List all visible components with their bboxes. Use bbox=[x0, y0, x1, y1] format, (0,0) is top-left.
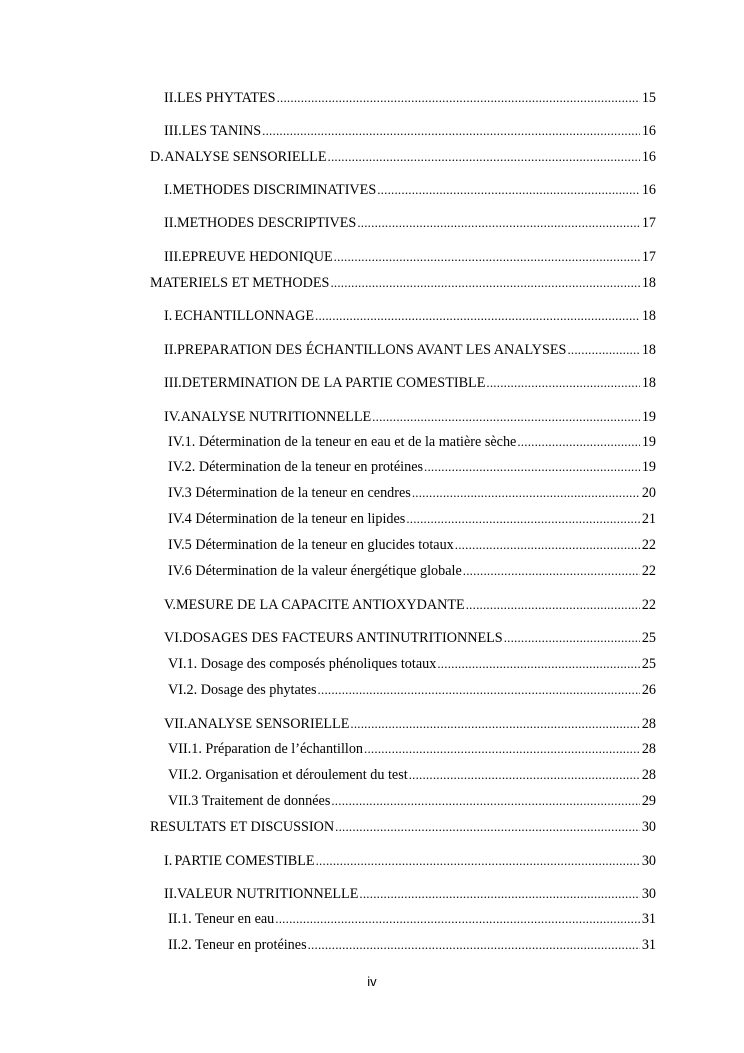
toc-entry-title: ECHANTILLONNAGE bbox=[174, 308, 314, 324]
toc-entry-title: VI.1. Dosage des composés phénoliques totaux bbox=[168, 656, 437, 672]
toc-entry-page: 31 bbox=[641, 937, 656, 953]
toc-entry-title: VII.2. Organisation et déroulement du test bbox=[168, 767, 408, 783]
toc-entry-page: 29 bbox=[641, 793, 656, 809]
toc-dot-leader bbox=[463, 562, 640, 580]
toc-entry-title: DOSAGES DES FACTEURS ANTINUTRITIONNELS bbox=[182, 630, 503, 646]
toc-dot-leader bbox=[364, 740, 640, 758]
toc-entry[interactable] bbox=[164, 885, 656, 903]
toc-dot-leader bbox=[504, 629, 640, 647]
toc-entry-title: EPREUVE HEDONIQUE bbox=[181, 249, 333, 265]
toc-entry-page: 30 bbox=[641, 819, 656, 835]
toc-entry-page: 25 bbox=[641, 656, 656, 672]
toc-entry-number: V. bbox=[164, 597, 176, 613]
toc-entry-page: 18 bbox=[641, 308, 656, 324]
toc-entry-title: MATERIELS ET METHODES bbox=[150, 275, 330, 291]
toc-entry[interactable] bbox=[168, 936, 656, 954]
toc-dot-leader bbox=[318, 681, 640, 699]
toc-entry-number: II. bbox=[164, 886, 177, 902]
toc-dot-leader bbox=[275, 910, 640, 928]
toc-entry[interactable] bbox=[168, 433, 656, 451]
toc-entry[interactable] bbox=[168, 740, 656, 758]
toc-entry-page: 22 bbox=[641, 537, 656, 553]
toc-entry[interactable] bbox=[168, 510, 656, 528]
toc-dot-leader bbox=[486, 374, 639, 392]
toc-entry-page: 21 bbox=[641, 511, 656, 527]
toc-dot-leader bbox=[377, 181, 640, 199]
toc-entry-title: DETERMINATION DE LA PARTIE COMESTIBLE bbox=[181, 375, 486, 391]
toc-entry-title: ANALYSE NUTRITIONNELLE bbox=[180, 409, 372, 425]
toc-entry-number: II. bbox=[164, 90, 177, 106]
toc-entry-title: II.2. Teneur en protéines bbox=[168, 937, 307, 953]
toc-entry[interactable] bbox=[164, 89, 656, 107]
toc-entry-title: IV.6 Détermination de la valeur énergétique globale bbox=[168, 563, 462, 579]
toc-entry-title: PREPARATION DES ÉCHANTILLONS AVANT LES ANALYSES bbox=[177, 342, 567, 358]
toc-entry-title: VII.1. Préparation de l’échantillon bbox=[168, 741, 364, 757]
toc-entry-title: IV.2. Détermination de la teneur en protéines bbox=[168, 459, 424, 475]
toc-entry-page: 30 bbox=[641, 853, 656, 869]
toc-entry-title: IV.4 Détermination de la teneur en lipides bbox=[168, 511, 406, 527]
toc-entry-page: 28 bbox=[641, 716, 656, 732]
toc-entry[interactable] bbox=[168, 910, 656, 928]
toc-entry[interactable] bbox=[150, 148, 656, 166]
toc-entry[interactable] bbox=[164, 374, 656, 392]
toc-dot-leader bbox=[350, 715, 639, 733]
toc-entry-page: 19 bbox=[641, 459, 656, 475]
toc-dot-leader bbox=[334, 248, 640, 266]
toc-entry[interactable] bbox=[164, 629, 656, 647]
toc-entry[interactable] bbox=[164, 181, 656, 199]
toc-dot-leader bbox=[331, 792, 639, 810]
toc-entry[interactable] bbox=[164, 596, 656, 614]
toc-entry-title: MESURE DE LA CAPACITE ANTIOXYDANTE bbox=[175, 597, 465, 613]
toc-entry-number: I. bbox=[164, 853, 173, 869]
toc-entry-page: 15 bbox=[641, 90, 656, 106]
toc-entry-title: ANALYSE SENSORIELLE bbox=[187, 716, 350, 732]
toc-entry[interactable] bbox=[150, 274, 656, 292]
toc-entry-title: LES TANINS bbox=[181, 123, 262, 139]
toc-dot-leader bbox=[328, 148, 640, 166]
toc-entry-number: III. bbox=[164, 123, 182, 139]
toc-dot-leader bbox=[335, 818, 640, 836]
toc-entry-number: VI. bbox=[164, 630, 183, 646]
toc-dot-leader bbox=[424, 458, 640, 476]
toc-entry-title: IV.5 Détermination de la teneur en glucides totaux bbox=[168, 537, 454, 553]
toc-dot-leader bbox=[330, 274, 639, 292]
toc-entry-page: 16 bbox=[641, 182, 656, 198]
toc-entry[interactable] bbox=[168, 766, 656, 784]
toc-entry-page: 17 bbox=[641, 215, 656, 231]
toc-dot-leader bbox=[437, 655, 639, 673]
toc-entry-page: 16 bbox=[641, 149, 656, 165]
toc-entry-page: 18 bbox=[641, 375, 656, 391]
toc-entry[interactable] bbox=[164, 214, 656, 232]
toc-entry[interactable] bbox=[168, 484, 656, 502]
toc-entry[interactable] bbox=[164, 248, 656, 266]
toc-dot-leader bbox=[455, 536, 640, 554]
toc-entry-number: I. bbox=[164, 182, 173, 198]
toc-entry-page: 22 bbox=[641, 563, 656, 579]
toc-dot-leader bbox=[517, 433, 639, 451]
toc-dot-leader bbox=[567, 341, 639, 359]
toc-dot-leader bbox=[409, 766, 640, 784]
toc-entry-page: 19 bbox=[641, 434, 656, 450]
toc-entry-page: 30 bbox=[641, 886, 656, 902]
toc-entry-page: 17 bbox=[641, 249, 656, 265]
toc-entry-title: METHODES DESCRIPTIVES bbox=[177, 215, 357, 231]
toc-dot-leader bbox=[308, 936, 640, 954]
toc-entry-number: VII. bbox=[164, 716, 188, 732]
toc-entry[interactable] bbox=[168, 536, 656, 554]
page-number: iv bbox=[367, 974, 377, 989]
toc-dot-leader bbox=[315, 307, 640, 325]
toc-entry-number: II. bbox=[164, 215, 177, 231]
toc-entry-number: III. bbox=[164, 249, 182, 265]
toc-entry-number: IV. bbox=[164, 409, 181, 425]
toc-dot-leader bbox=[466, 596, 640, 614]
toc-entry-number: III. bbox=[164, 375, 182, 391]
toc-entry-title: VII.3 Traitement de données bbox=[168, 793, 331, 809]
toc-entry-title: VALEUR NUTRITIONNELLE bbox=[177, 886, 359, 902]
toc-entry-title: VI.2. Dosage des phytates bbox=[168, 682, 317, 698]
toc-entry-page: 22 bbox=[641, 597, 656, 613]
toc-entry[interactable] bbox=[168, 655, 656, 673]
toc-dot-leader bbox=[372, 408, 640, 426]
toc-entry-number: I. bbox=[164, 308, 173, 324]
toc-entry-page: 18 bbox=[641, 342, 656, 358]
toc-dot-leader bbox=[357, 214, 639, 232]
toc-entry[interactable] bbox=[164, 852, 656, 870]
toc-entry[interactable] bbox=[164, 307, 656, 325]
toc-entry-title: LES PHYTATES bbox=[177, 90, 276, 106]
toc-entry-number: II. bbox=[164, 342, 177, 358]
toc-entry[interactable] bbox=[168, 681, 656, 699]
toc-entry-title: RESULTATS ET DISCUSSION bbox=[150, 819, 335, 835]
toc-entry-page: 26 bbox=[641, 682, 656, 698]
toc-entry-title: ANALYSE SENSORIELLE bbox=[164, 149, 327, 165]
toc-entry-title: IV.1. Détermination de la teneur en eau et de la matière sèche bbox=[168, 434, 517, 450]
toc-entry[interactable] bbox=[164, 715, 656, 733]
toc-dot-leader bbox=[316, 852, 640, 870]
toc-entry[interactable] bbox=[164, 408, 656, 426]
toc-entry-title: IV.3 Détermination de la teneur en cendres bbox=[168, 485, 411, 501]
toc-entry[interactable] bbox=[168, 792, 656, 810]
toc-entry-title: PARTIE COMESTIBLE bbox=[174, 853, 315, 869]
toc-entry-page: 25 bbox=[641, 630, 656, 646]
toc-entry[interactable] bbox=[150, 818, 656, 836]
toc-dot-leader bbox=[277, 89, 640, 107]
toc-entry-page: 31 bbox=[641, 911, 656, 927]
toc-entry-title: II.1. Teneur en eau bbox=[168, 911, 275, 927]
toc-entry-page: 28 bbox=[641, 741, 656, 757]
toc-entry[interactable] bbox=[168, 458, 656, 476]
toc-entry-page: 28 bbox=[641, 767, 656, 783]
toc-dot-leader bbox=[262, 122, 640, 140]
toc-dot-leader bbox=[359, 885, 639, 903]
toc-entry-title: METHODES DISCRIMINATIVES bbox=[172, 182, 377, 198]
toc-entry-page: 20 bbox=[641, 485, 656, 501]
toc-dot-leader bbox=[412, 484, 640, 502]
toc-entry-page: 16 bbox=[641, 123, 656, 139]
toc-dot-leader bbox=[406, 510, 640, 528]
toc-entry[interactable] bbox=[168, 562, 656, 580]
toc-entry-page: 19 bbox=[641, 409, 656, 425]
toc-entry-page: 18 bbox=[641, 275, 656, 291]
toc-entry[interactable] bbox=[164, 122, 656, 140]
toc-entry-number: D. bbox=[150, 149, 164, 165]
toc-entry[interactable] bbox=[164, 341, 656, 359]
